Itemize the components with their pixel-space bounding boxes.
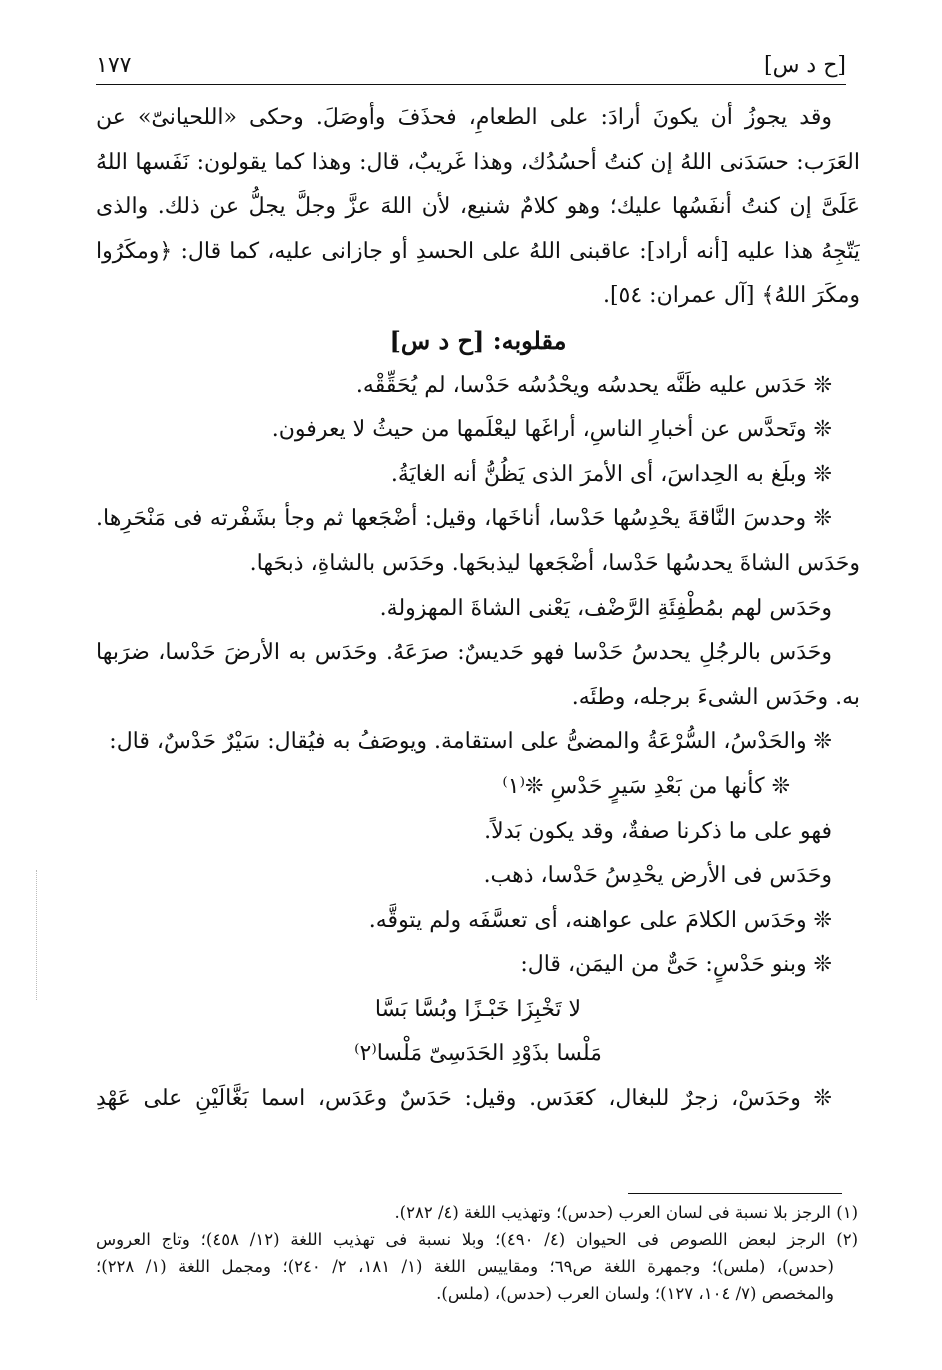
entry-line: ❊ وتَحدَّس عن أخبارِ الناسِ، أراغَها ليعْلَمها من حيثُ لا يعرفون. bbox=[271, 417, 832, 443]
section-heading: مقلوبه: [ح د س] bbox=[389, 325, 567, 355]
footnotes bbox=[96, 1199, 858, 1307]
footnote: والمخصص (٧/ ١٠٤، ١٢٧)؛ ولسان العرب (حدس)، (ملس). bbox=[436, 1284, 834, 1303]
footnote: (حدس)، (ملس)؛ وجمهرة اللغة ص٦٩؛ ومقاييس اللغة (١/ ١٨١، ٢/ ٢٤٠)؛ ومجمل اللغة (١/ ٢٢٨)؛ bbox=[96, 1257, 834, 1276]
entry-line: ❊ حَدَس عليه ظَنَّه يحدسُه ويحْدُسُه حَدْسا، لم يُحَقِّقْه. bbox=[355, 372, 832, 398]
entry-line: ❊ وحدسَ النَّاقةَ يحْدِسُها حَدْسا، أناخَها، وقيل: أضْجَعها ثم وجأ بشَفْرته فى مَنْحَرِها. bbox=[96, 506, 832, 532]
main-text bbox=[96, 96, 860, 1122]
verse-line: مَلْسا بذَوْدِ الحَدَسِىّ مَلْسا⁽٢⁾ bbox=[354, 1041, 602, 1067]
entry-line: ❊ وبلَغ به الحِداسَ، أى الأمرَ الذى يَظُنُّ أنه الغايَةُ. bbox=[390, 461, 832, 487]
entry-line: وحَدَس الشاةَ يحدسُها حَدْسا، أضْجَعها ليذبحَها. وحَدَس بالشاةِ، ذبحَها. bbox=[249, 550, 860, 576]
text-line: العَرَب: حسَدَنى اللهُ إن كنتُ أحسُدُك، وهذا غَريبٌ، قال: وهذا كما يقولون: نَفَسها اللهُ bbox=[96, 149, 860, 175]
page-number: ١٧٧ bbox=[96, 53, 132, 78]
entry-line: فهو على ما ذكرنا صفةٌ، وقد يكون بَدلاً. bbox=[484, 818, 832, 844]
entry-line: وحَدَس بالرجُلِ يحدسُ حَدْسا فهو حَديسٌ: صرَعَهُ. وحَدَس به الأرضَ حَدْسا، ضرَبها bbox=[96, 640, 832, 666]
footnote: (١) الرجز بلا نسبة فى لسان العرب (حدس)؛ وتهذيب اللغة (٤/ ٢٨٢). bbox=[394, 1203, 858, 1222]
header-rule bbox=[96, 84, 846, 85]
entry-line: ❊ وحَدَسْ، زجرٌ للبغال، كعَدَس. وقيل: حَدَسٌ وعَدَس، اسما بَغَّالَيْنِ على عَهْدِ bbox=[96, 1086, 832, 1112]
text-line: وقد يجوزُ أن يكونَ أرادَ: على الطعامِ، فحذَفَ وأوصَلَ. وحكى «اللحيانىّ» عن bbox=[96, 105, 832, 130]
text-line: ومكَرَ اللهُ﴾ [آل عمران: ٥٤]. bbox=[602, 283, 860, 309]
entry-line: وحَدَس لهم بمُطْفِئَةِ الرَّضْف، يَعْنى الشاةَ المهزولة. bbox=[379, 595, 832, 621]
scan-margin-mark bbox=[36, 870, 39, 1000]
footnote-rule bbox=[628, 1193, 842, 1194]
entry-line: به. وحَدَس الشىءَ برجله، وطئَه. bbox=[571, 684, 860, 710]
entry-line: ❊ والحَدْسُ، السُّرْعَةُ والمضىُّ على استقامة. ويوصَفُ به فيُقال: سَيْرٌ حَدْسٌ، قال: bbox=[109, 729, 832, 755]
verse-line: ❊ كأنها من بَعْدِ سَيرٍ حَدْسِ ❊⁽١⁾ bbox=[502, 773, 790, 799]
entry-line: ❊ وبنو حَدْسٍ: حَىٌّ من اليمَن، قال: bbox=[520, 952, 832, 978]
footnote: (٢) الرجز لبعض اللصوص فى الحيوان (٤/ ٤٩٠)؛ وبلا نسبة فى تهذيب اللغة (١٢/ ٤٥٨)؛ وتاج العروس bbox=[96, 1230, 858, 1249]
header-root: [ح د س] bbox=[763, 53, 846, 78]
text-line: يَتّجِهُ هذا عليه [أنه أراد]: عاقبنى اللهُ على الحسدِ أو جازانى عليه، كما قال: ﴿ومكَرُوا bbox=[96, 238, 860, 264]
entry-line: وحَدَس فى الأرض يحْدِسُ حَدْسا، ذهب. bbox=[483, 863, 832, 889]
entry-line: ❊ وحَدَس الكلامَ على عواهنه، أى تعسَّفَه ولم يتوقَّه. bbox=[368, 907, 832, 933]
verse-line: لا تَخْبِزَا خَبْـزًا وبُسَّا بَسَّا bbox=[374, 996, 582, 1022]
running-header bbox=[96, 46, 846, 80]
text-line: عَلَىَّ إن كنتُ أنفَسُها عليك؛ وهو كلامٌ شنيع، لأن اللهَ عزَّ وجلَّ يجلُّ عن ذلك. والذى bbox=[96, 194, 860, 220]
